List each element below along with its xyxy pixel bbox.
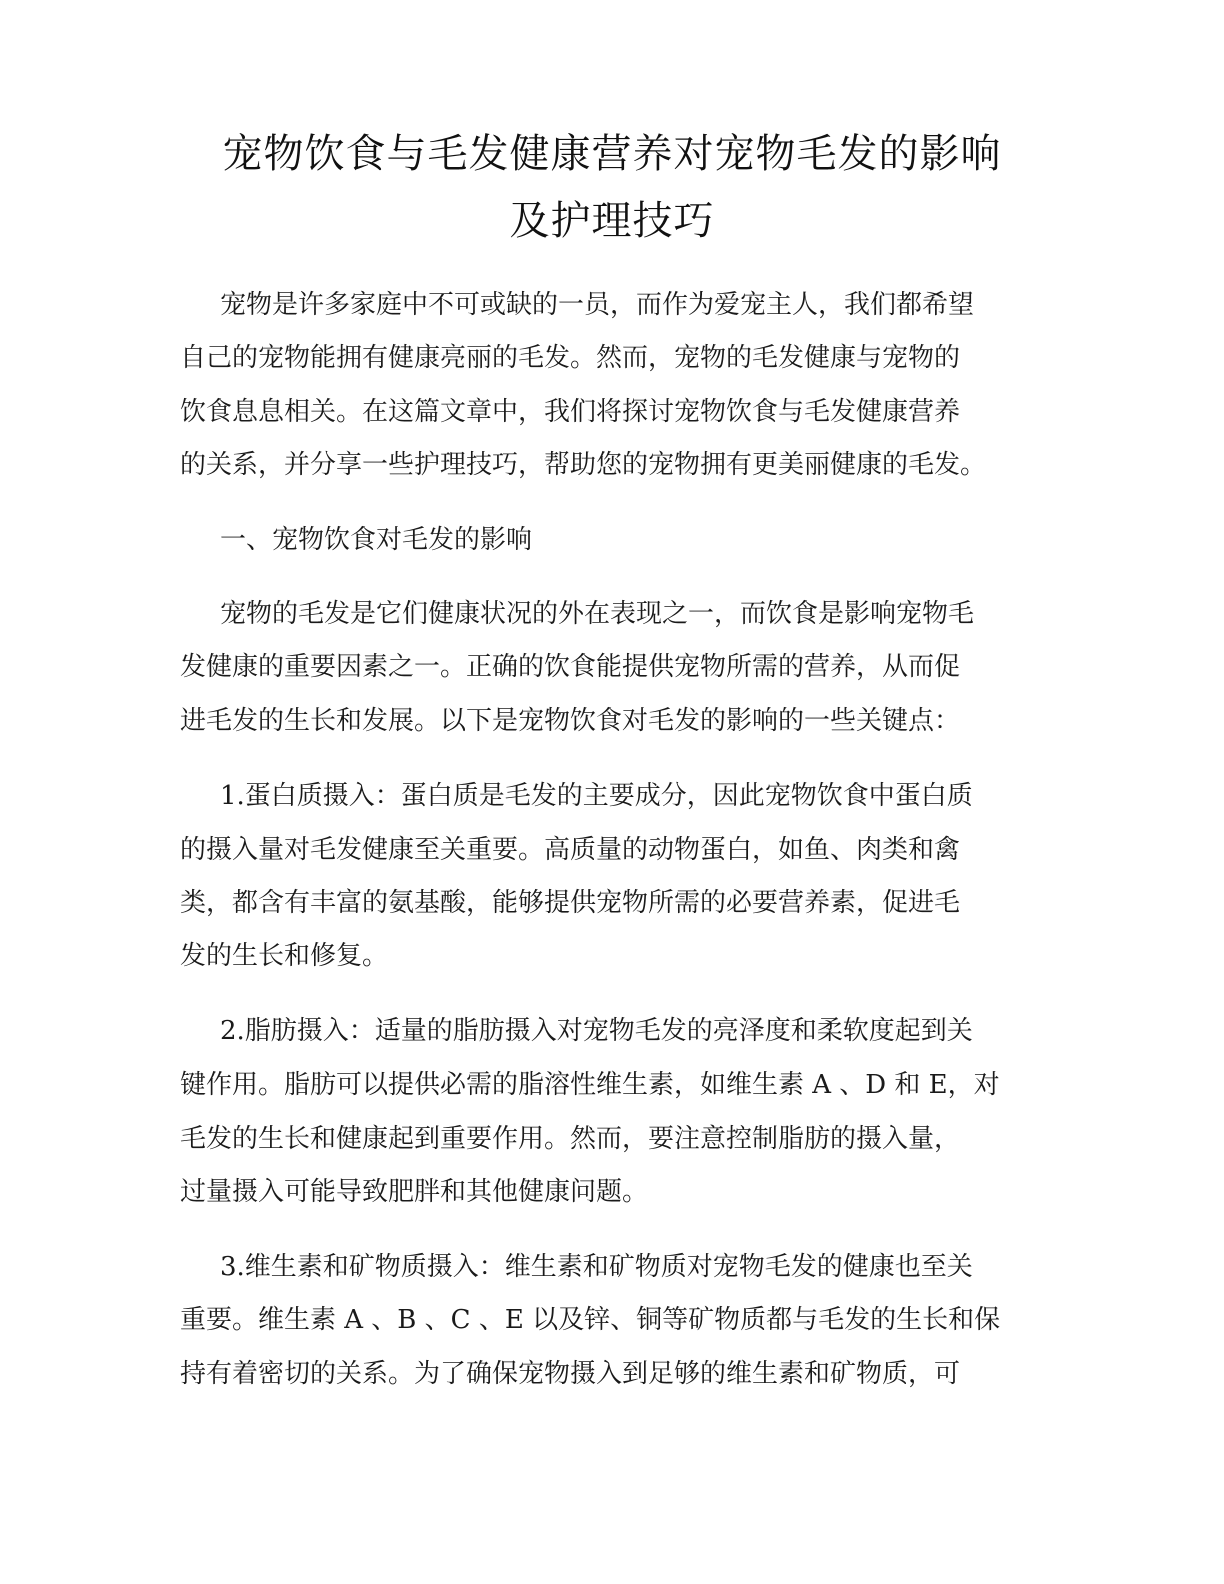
paragraph-line: 饮食息息相关。在这篇文章中，我们将探讨宠物饮食与毛发健康营养 (180, 397, 961, 427)
paragraph-line: 自己的宠物能拥有健康亮丽的毛发。然而，宠物的毛发健康与宠物的 (180, 343, 961, 373)
paragraph-line: 键作用。脂肪可以提供必需的脂溶性维生素，如维生素 A 、D 和 E，对 (180, 1070, 1000, 1100)
paragraph-line: 1.蛋白质摄入：蛋白质是毛发的主要成分，因此宠物饮食中蛋白质 (220, 781, 973, 811)
paragraph-line: 发健康的重要因素之一。正确的饮食能提供宠物所需的营养，从而促 (180, 652, 961, 682)
paragraph-line: 2.脂肪摄入：适量的脂肪摄入对宠物毛发的亮泽度和柔软度起到关 (220, 1016, 973, 1046)
paragraph-line: 毛发的生长和健康起到重要作用。然而，要注意控制脂肪的摄入量， (180, 1124, 961, 1154)
paragraph-line: 进毛发的生长和发展。以下是宠物饮食对毛发的影响的一些关键点： (180, 706, 961, 736)
paragraph-line: 类，都含有丰富的氨基酸，能够提供宠物所需的必要营养素，促进毛 (180, 888, 961, 918)
paragraph-line: 3.维生素和矿物质摄入：维生素和矿物质对宠物毛发的健康也至关 (220, 1252, 973, 1282)
paragraph-line: 的关系，并分享一些护理技巧，帮助您的宠物拥有更美丽健康的毛发。 (180, 450, 987, 480)
paragraph-line: 重要。维生素 A 、B 、C 、E 以及锌、铜等矿物质都与毛发的生长和保 (180, 1305, 1001, 1335)
section-heading-text: 一、宠物饮食对毛发的影响 (220, 525, 533, 555)
document-title-line-2: 及护理技巧 (509, 198, 715, 244)
paragraph-line: 持有着密切的关系。为了确保宠物摄入到足够的维生素和矿物质，可 (180, 1359, 961, 1389)
paragraph-line: 发的生长和修复。 (180, 941, 389, 971)
paragraph-line: 宠物的毛发是它们健康状况的外在表现之一，而饮食是影响宠物毛 (220, 599, 975, 629)
paragraph-line: 的摄入量对毛发健康至关重要。高质量的动物蛋白，如鱼、肉类和禽 (180, 835, 961, 865)
document-title-line-1: 宠物饮食与毛发健康营养对宠物毛发的影响 (222, 131, 1002, 177)
paragraph-line: 过量摄入可能导致肥胖和其他健康问题。 (180, 1177, 649, 1207)
paragraph-line: 宠物是许多家庭中不可或缺的一员，而作为爱宠主人，我们都希望 (220, 290, 975, 320)
